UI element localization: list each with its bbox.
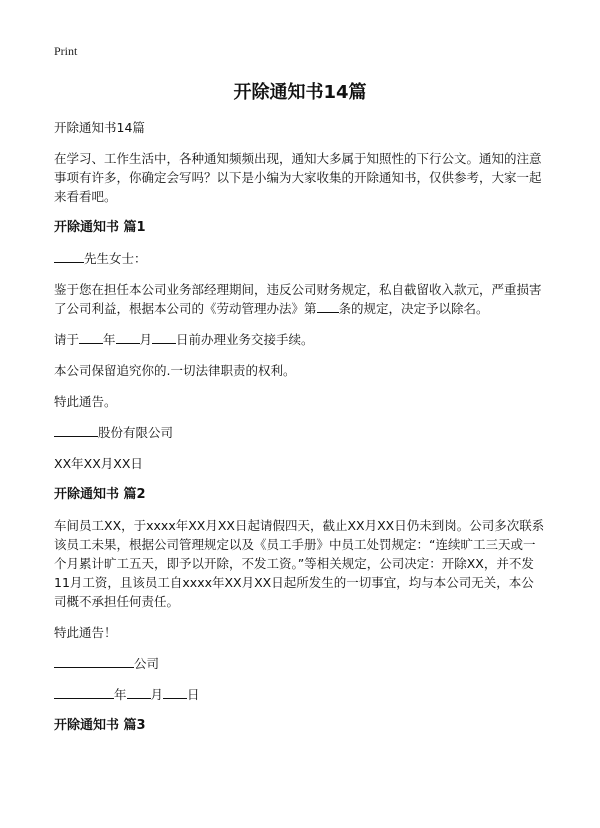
section-heading-1: 开除通知书 篇1 <box>54 220 146 235</box>
blank-line <box>54 654 134 668</box>
handover-year: 年 <box>103 332 116 347</box>
blank-line <box>54 249 84 263</box>
blank-line <box>127 685 151 699</box>
handover-prefix: 请于 <box>54 332 80 347</box>
notice-line-2: 特此通告！ <box>54 625 117 640</box>
date-day: 日 <box>187 687 200 702</box>
blank-line <box>116 330 140 344</box>
date-line-2 <box>54 685 546 704</box>
reserve-rights-line: 本公司保留追究你的.一切法律职责的权利。 <box>54 363 296 378</box>
dismissal-paragraph <box>54 280 546 318</box>
blank-line <box>152 330 176 344</box>
salutation-line <box>54 249 546 268</box>
handover-suffix: 日前办理业务交接手续。 <box>176 332 314 347</box>
blank-line <box>163 685 187 699</box>
date-line: XX年XX月XX日 <box>54 456 143 471</box>
document-body <box>54 118 546 747</box>
section-heading-3: 开除通知书 篇3 <box>54 718 146 733</box>
section-heading-2: 开除通知书 篇2 <box>54 487 146 502</box>
dismissal-text-b: 条的规定，决定予以除名。 <box>338 301 489 316</box>
company-signature-line <box>54 423 546 442</box>
document-title: 开除通知书14篇 <box>233 82 367 103</box>
blank-line <box>54 423 98 437</box>
company-signature-line-2 <box>54 654 546 673</box>
absence-paragraph: 车间员工XX，于xxxx年XX月XX日起请假四天，截止XX月XX日仍未到岗。公司多次联系该员工未果，根据公司管理规定以及《员工手册》中员工处罚规定：“连续旷工三天或一个月累计旷工五天，即予以开除，不发工资。”等相关规定，公司决定：开除XX，并不发11月工资，且该员工自xxxx年XX月XX日起所发生的一切事宜，均与本公司无关，本公司概不承担任何责任。 <box>54 518 545 609</box>
intro-paragraph: 在学习、工作生活中，各种通知频频出现，通知大多属于知照性的下行公文。通知的注意事项有许多，你确定会写吗？以下是小编为大家收集的开除通知书，仅供参考，大家一起来看看吧。 <box>54 151 542 204</box>
print-label: Print <box>54 44 78 58</box>
salutation-text: 先生女士： <box>84 251 147 266</box>
date-month: 月 <box>150 687 164 702</box>
company-name-2: 公司 <box>134 656 160 671</box>
handover-line <box>54 330 546 349</box>
blank-line <box>79 330 103 344</box>
blank-line <box>317 299 339 313</box>
date-year: 年 <box>114 687 127 702</box>
notice-line: 特此通告。 <box>54 394 117 409</box>
dismissal-text-a: 鉴于您在担任本公司业务部经理期间，违反公司财务规定，私自截留收入款元，严重损害了公司利益，根据本公司的《劳动管理办法》第 <box>54 282 542 316</box>
blank-line <box>54 685 114 699</box>
handover-month: 月 <box>139 332 153 347</box>
company-name: 股份有限公司 <box>98 425 174 440</box>
document-subtitle: 开除通知书14篇 <box>54 120 145 135</box>
